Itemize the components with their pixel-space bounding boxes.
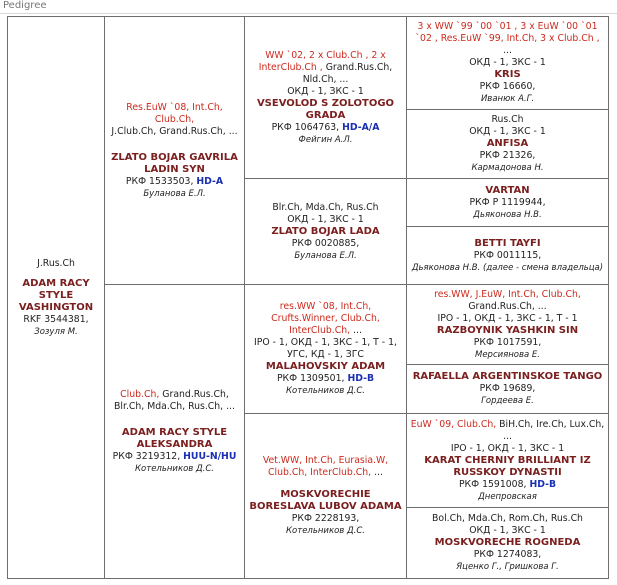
gen4-0-reg: РКФ 16660, bbox=[479, 81, 536, 92]
gen2-sire-owner: Буланова Е.Л. bbox=[143, 188, 206, 199]
gen3-0-reg: РКФ 1064763, bbox=[271, 121, 340, 133]
gen3-0-titles: Grand.Rus.Ch, Nld.Ch, ... bbox=[302, 61, 393, 85]
gen2-sire-name[interactable]: ZLATO BOJAR GAVRILA LADIN SYN bbox=[111, 151, 238, 175]
gen1-dog bbox=[8, 17, 104, 578]
gen3-dam-dam bbox=[244, 413, 406, 578]
gen4-1-extra: ОКД - 1, ЗКС - 1 bbox=[469, 126, 546, 137]
gen4-1-owner: Кармадонова Н. bbox=[471, 163, 544, 173]
gen4-3-reg: РКФ 0011115, bbox=[473, 249, 542, 261]
gen4-dog-1 bbox=[406, 17, 608, 109]
gen3-2-extra: IPO - 1, ОКД - 1, ЗКС - 1, Т - 1, УГС, КД - 1, ЗГС bbox=[254, 337, 397, 360]
gen4-5-name[interactable]: RAFAELLA ARGENTINSKOE TANGO bbox=[412, 371, 603, 382]
gen3-3-name[interactable]: MOSKVORECHIE BORESLAVA LUBOV ADAMA bbox=[249, 489, 402, 512]
gen2-dam-titles-red[interactable]: Club.Ch, bbox=[120, 388, 160, 400]
gen1-name[interactable]: ADAM RACY STYLE VASHINGTON bbox=[18, 277, 94, 313]
gen3-1-titles: Blr.Ch, Mda.Ch, Rus.Ch bbox=[272, 201, 379, 213]
gen4-1-name[interactable]: ANFISA bbox=[486, 138, 529, 149]
gen4-0-owner: Иванюк А.Г. bbox=[480, 94, 535, 104]
gen2-dam bbox=[104, 284, 244, 578]
gen4-4-name[interactable]: RAZBOYNIK YASHKIN SIN bbox=[436, 324, 579, 336]
gen4-0-titles-red[interactable]: 3 x WW `99 `00 `01 , 3 x EuW `00 `01 `02 , Res.EuW `99, Int.Ch, 3 x Club.Ch , bbox=[415, 21, 600, 44]
gen3-2-hd[interactable]: HD-B bbox=[347, 373, 375, 384]
gen1-titles: J.Rus.Ch bbox=[37, 257, 75, 269]
gen4-dog-8 bbox=[406, 507, 608, 578]
gen4-6-extra: IPO - 1, ОКД - 1, ЗКС - 1 bbox=[450, 442, 565, 454]
gen4-7-titles: Bol.Ch, Mda.Ch, Rom.Ch, Rus.Ch bbox=[432, 513, 583, 524]
gen4-2-name[interactable]: VARTAN bbox=[485, 184, 530, 196]
gen2-dam-name[interactable]: ADAM RACY STYLE ALEKSANDRA bbox=[121, 426, 228, 450]
gen4-3-name[interactable]: BETTI TAYFI bbox=[474, 237, 541, 249]
gen3-3-owner: Котельников Д.С. bbox=[286, 526, 365, 536]
gen4-5-owner: Гордеева Е. bbox=[481, 396, 534, 406]
gen4-dog-5 bbox=[406, 284, 608, 364]
gen4-dog-4 bbox=[406, 226, 608, 284]
gen4-7-name[interactable]: MOSKVORECHE ROGNEDA bbox=[434, 537, 581, 548]
gen4-4-reg: РКФ 1017591, bbox=[473, 336, 542, 348]
gen4-4-titles-red[interactable]: res.WW, J.EuW, Int.Ch, Club.Ch, bbox=[434, 288, 581, 300]
gen4-6-titles: BiH.Ch, Ire.Ch, Lux.Ch, ... bbox=[499, 418, 605, 442]
gen4-0-name[interactable]: KRIS bbox=[494, 69, 521, 80]
gen4-dog-2 bbox=[406, 109, 608, 178]
gen3-2-owner: Котельников Д.С. bbox=[286, 386, 365, 396]
gen2-sire-hd[interactable]: HD-A bbox=[196, 175, 224, 187]
gen2-dam-owner: Котельников Д.С. bbox=[135, 463, 214, 474]
gen3-0-hd[interactable]: HD-A/A bbox=[342, 121, 380, 133]
gen4-4-titles: Grand.Rus.Ch, ... bbox=[468, 300, 547, 312]
gen4-2-owner: Дьяконова Н.В. bbox=[473, 209, 542, 220]
gen4-4-owner: Мерсиянова Е. bbox=[474, 349, 541, 360]
gen4-6-reg: РКФ 1591008, bbox=[458, 478, 527, 490]
gen2-dam-reg: РКФ 3219312, bbox=[112, 450, 181, 462]
gen4-1-reg: РКФ 21326, bbox=[479, 150, 536, 161]
gen3-1-name[interactable]: ZLATO BOJAR LADA bbox=[271, 225, 380, 237]
gen3-3-titles-red[interactable]: Vet.WW, Int.Ch, Eurasia.W, Club.Ch, InterClub.Ch, bbox=[262, 455, 389, 478]
gen4-2-reg: РКФ Р 1119944, bbox=[469, 196, 546, 208]
gen3-sire-sire bbox=[244, 17, 406, 178]
gen2-sire bbox=[104, 17, 244, 284]
gen3-0-owner: Фейгин А.Л. bbox=[298, 134, 353, 145]
gen3-1-reg: РКФ 0020885, bbox=[291, 237, 360, 249]
gen2-sire-reg: РКФ 1533503, bbox=[125, 175, 194, 187]
gen4-dog-6 bbox=[406, 364, 608, 413]
gen4-6-titles-red[interactable]: EuW `09, Club.Ch, bbox=[410, 418, 497, 430]
gen4-7-reg: РКФ 1274083, bbox=[473, 549, 542, 560]
gen4-7-extra: ОКД - 1, ЗКС - 1 bbox=[469, 525, 546, 536]
gen1-owner: Зозуля М. bbox=[34, 326, 78, 337]
gen2-sire-titles-red[interactable]: Res.EuW `08, Int.Ch, Club.Ch, bbox=[126, 101, 223, 125]
gen3-0-name[interactable]: VSEVOLOD S ZOLOTOGO GRADA bbox=[256, 97, 395, 121]
gen4-1-titles: Rus.Ch bbox=[491, 114, 524, 125]
gen4-4-extra: IPO - 1, ОКД - 1, ЗКС - 1, Т - 1 bbox=[437, 312, 578, 324]
gen3-2-reg: РКФ 1309501, bbox=[276, 373, 345, 384]
pedigree-table bbox=[7, 16, 609, 579]
gen3-0-extra: ОКД - 1, ЗКС - 1 bbox=[287, 85, 364, 97]
gen2-dam-hd[interactable]: HUU-N/HU bbox=[183, 450, 237, 462]
gen3-1-owner: Буланова Е.Л. bbox=[294, 250, 357, 261]
gen3-3-titles: ... bbox=[374, 467, 383, 478]
gen4-3-owner: Дьяконова Н.В. (далее - смена владельца) bbox=[411, 262, 604, 273]
gen3-2-titles: ... bbox=[353, 325, 362, 336]
gen4-0-extra: ОКД - 1, ЗКС - 1 bbox=[469, 57, 546, 68]
gen1-reg: RKF 3544381, bbox=[23, 313, 89, 325]
gen4-6-hd[interactable]: HD-B bbox=[529, 478, 557, 490]
gen4-7-owner: Яценко Г., Гришкова Г. bbox=[456, 562, 559, 572]
gen3-2-name[interactable]: MALAHOVSKIY ADAM bbox=[265, 361, 386, 372]
gen3-2-titles-red[interactable]: res.WW `08, Int.Ch, Crufts.Winner, Club.Ch, InterClub.Ch, bbox=[271, 301, 380, 336]
gen2-dam-titles: Grand.Rus.Ch, Blr.Ch, Mda.Ch, Rus.Ch, ... bbox=[114, 388, 235, 412]
gen4-0-titles: ... bbox=[503, 45, 512, 56]
gen2-sire-titles: J.Club.Ch, Grand.Rus.Ch, ... bbox=[111, 125, 238, 137]
gen3-3-reg: РКФ 2228193, bbox=[291, 513, 360, 524]
gen3-1-extra: ОКД - 1, ЗКС - 1 bbox=[287, 213, 364, 225]
gen3-dam-sire bbox=[244, 284, 406, 413]
pedigree-header: Pedigree bbox=[0, 0, 617, 14]
gen4-5-reg: РКФ 19689, bbox=[479, 383, 536, 394]
gen3-sire-dam bbox=[244, 178, 406, 284]
gen4-6-owner: Днепровская bbox=[478, 491, 537, 502]
gen4-dog-7 bbox=[406, 413, 608, 507]
gen4-dog-3 bbox=[406, 178, 608, 226]
gen4-6-name[interactable]: KARAT CHERNIY BRILLIANT IZ RUSSKOY DYNASTII bbox=[424, 454, 591, 478]
gen3-0-titles-red[interactable]: WW `02, 2 x Club.Ch , 2 x InterClub.Ch , bbox=[258, 49, 386, 73]
